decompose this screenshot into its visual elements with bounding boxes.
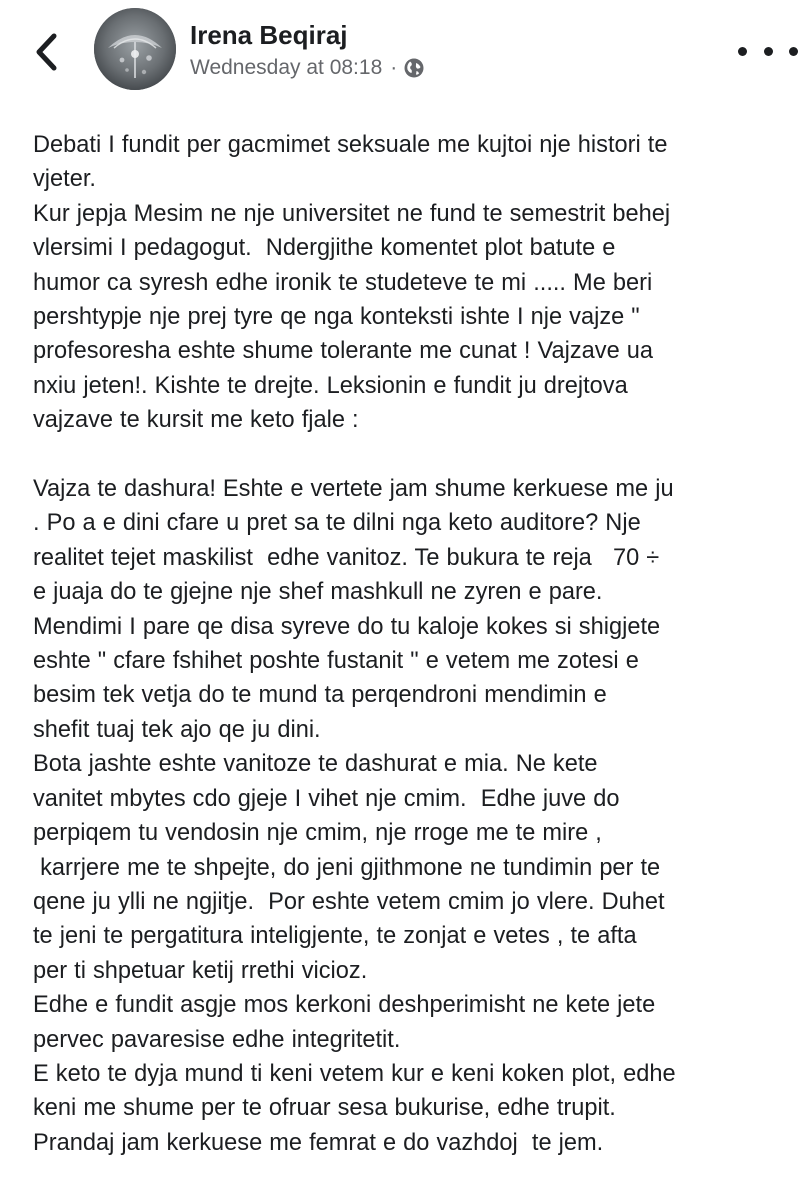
more-horizontal-icon-dot: [789, 47, 798, 56]
avatar[interactable]: [94, 8, 176, 90]
post-paragraph: Vajza te dashura! Eshte e vertete jam shume kerkuese me ju . Po a e dini cfare u pret sa te dilni nga keto auditore? Nje realitet tejet maskilist edhe vanitoz. Te bukura te reja 70 ÷ e juaja do te gjejne nje shef mashkull ne zyren e pare. Mendimi I pare qe disa syreve do tu kaloje kokes si shigjete eshte " cfare fshihet poshte fustanit " e vetem me zotesi e besim tek vetja do te mund ta perqendroni mendimin e shefit tuaj tek ajo qe ju dini. Bota jashte eshte vanitoze te dashurat e mia. Ne kete vanitet mbytes cdo gjeje I vihet nje cmim. Edhe juve do perpiqem tu vendosin nje cmim, nje rroge me te mire , karrjere me te shpejte, do jeni gjithmone ne tundimin per te qene ju ylli ne ngjitje. Por eshte vetem cmim jo vlere. Duhet te jeni te pergatitura inteligjente, te zonjat e vetes , te afta per ti shpetuar ketij rrethi vicioz. Edhe e fundit asgje mos kerkoni deshperimisht ne kete jete pervec pavaresise edhe integritetit. E keto te dyja mund ti keni vetem kur e keni koken plot, edhe keni me shume per te ofruar sesa bukurise, edhe trupit. Prandaj jam kerkuese me femrat e do vazhdoj te jem.: [33, 476, 676, 1156]
chevron-left-icon: [34, 32, 60, 72]
more-horizontal-icon-dot: [764, 47, 773, 56]
more-options-button[interactable]: [738, 38, 798, 64]
avatar-image: [94, 8, 176, 90]
post-timestamp[interactable]: Wednesday at 08:18: [190, 56, 383, 79]
more-horizontal-icon-dot: [738, 47, 747, 56]
author-name[interactable]: Irena Beqiraj: [190, 20, 348, 50]
post-text: [33, 128, 803, 1160]
globe-icon: [403, 57, 425, 79]
post-header: [0, 0, 811, 100]
post-paragraph: Debati I fundit per gacmimet seksuale me kujtoi nje histori te vjeter. Kur jepja Mesim ne nje universitet ne fund te semestrit behej vlersimi I pedagogut. Ndergjithe komentet plot batute e humor ca syresh edhe ironik te studeteve te mi ..... Me beri pershtypje nje prej tyre qe nga konteksti ishte I nje vajze " profesoresha eshte shume tolerante me cunat ! Vajzave ua nxiu jeten!. Kishte te drejte. Leksionin e fundit ju drejtova vajzave te kursit me keto fjale :: [33, 132, 671, 434]
meta-separator: ·: [390, 56, 398, 79]
back-button[interactable]: [30, 32, 64, 72]
post-meta: [190, 55, 425, 81]
